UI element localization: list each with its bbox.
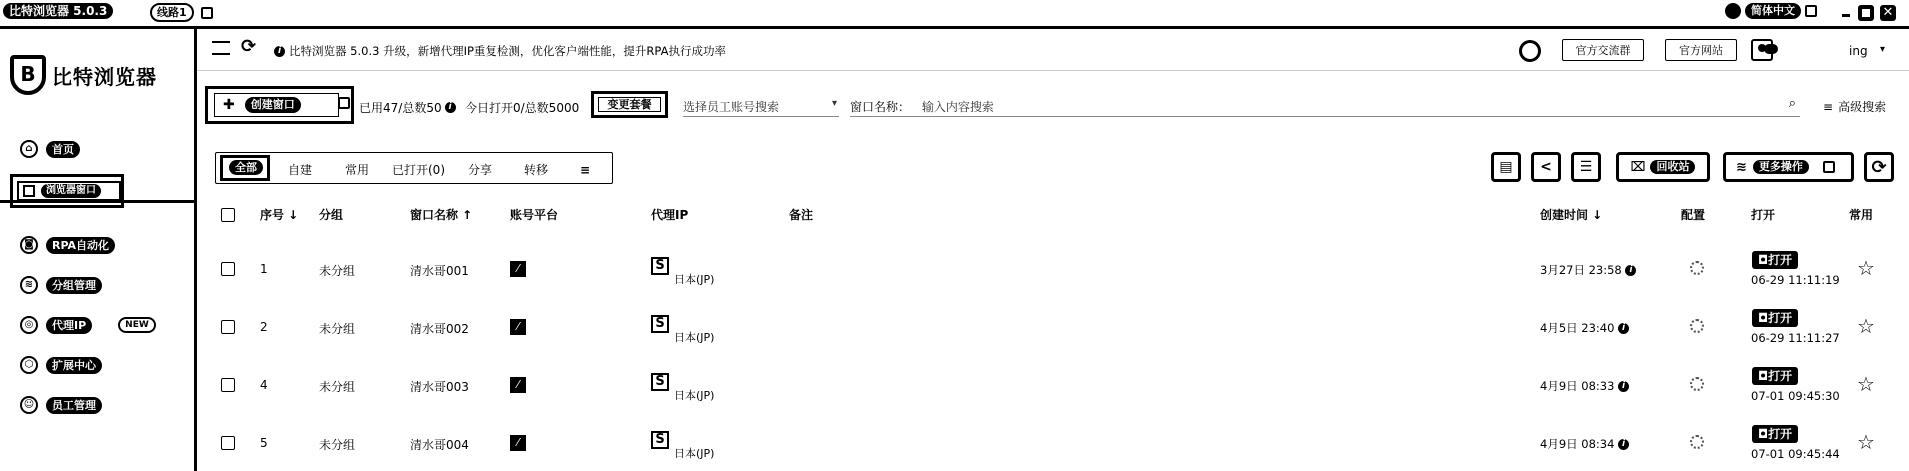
new-badge: NEW (118, 317, 156, 333)
globe-icon (1725, 3, 1741, 19)
tab-common[interactable]: 常用 (345, 163, 370, 177)
support-icon[interactable] (1519, 40, 1541, 62)
search-icon[interactable]: ⌕ (1788, 96, 1796, 111)
window-name-label: 窗口名称： (850, 100, 911, 114)
created-text: 3月27日 23:58 (1540, 263, 1622, 277)
language-selector[interactable] (1725, 3, 1817, 19)
row-group: 未分组 (319, 322, 356, 336)
tab-shared[interactable]: 分享 (468, 163, 493, 177)
row-checkbox[interactable] (221, 378, 235, 392)
row-proxy: 日本(JP) (674, 389, 715, 402)
open-label: 打开 (1768, 253, 1793, 267)
open-button[interactable] (1752, 251, 1798, 269)
proxy-s-icon: S (651, 373, 669, 391)
row-created (1540, 262, 1636, 278)
header-platform: 账号平台 (510, 208, 559, 222)
logo (10, 55, 157, 95)
sidebar-item-proxy[interactable] (20, 310, 156, 340)
open-button[interactable] (1752, 309, 1798, 327)
avatar (1764, 44, 1778, 54)
row-seq: 2 (260, 320, 268, 334)
open-label: 打开 (1768, 369, 1793, 383)
columns-icon[interactable]: ☰ (1571, 152, 1601, 182)
refresh-icon[interactable]: ⟳ (241, 36, 257, 57)
line-label: 线路1 (150, 3, 194, 22)
created-info-icon[interactable]: i (1618, 323, 1629, 334)
sidebar-item-label: 浏览器窗口 (41, 184, 101, 198)
staff-chevron-down-icon: ▾ (831, 98, 837, 109)
sidebar-item-active-frame (17, 181, 121, 201)
window-icon (23, 185, 35, 197)
tab-all[interactable] (220, 155, 270, 181)
export-icon[interactable]: ▤ (1491, 152, 1521, 182)
star-icon[interactable]: ☆ (1857, 256, 1875, 280)
reload-icon[interactable]: ⟳ (1864, 152, 1894, 182)
tab-transfer[interactable]: 转移 (524, 163, 549, 177)
open-label: 打开 (1768, 427, 1793, 441)
select-all-checkbox[interactable] (221, 208, 235, 222)
logo-text: 比特浏览器 (52, 64, 157, 89)
platform-icon: ⁄ (510, 377, 526, 393)
plus-grid-icon: ✚ (223, 97, 235, 113)
row-created (1540, 436, 1629, 452)
line-dropdown-icon (201, 7, 213, 19)
proxy-s-icon: S (651, 315, 669, 333)
close-icon[interactable]: ✕ (1880, 5, 1896, 21)
created-info-icon[interactable]: i (1625, 265, 1636, 276)
sidebar-item-label: 分组管理 (46, 277, 102, 294)
staff-select-placeholder: 选择员工账号搜索 (683, 100, 780, 114)
user-name[interactable]: ing (1849, 44, 1868, 58)
row-checkbox[interactable] (221, 320, 235, 334)
row-proxy: 日本(JP) (674, 447, 715, 460)
header-name[interactable]: 窗口名称 ↑ (410, 208, 473, 222)
line-selector[interactable] (150, 3, 213, 22)
sidebar-item-label: 扩展中心 (46, 357, 102, 374)
row-group: 未分组 (319, 380, 356, 394)
open-button[interactable] (1752, 425, 1798, 443)
advanced-search-label: 高级搜索 (1838, 100, 1887, 114)
header-seq[interactable]: 序号 ↓ (260, 208, 299, 222)
filter-icon: ≡ (1823, 99, 1834, 114)
row-open-time: 07-01 09:45:44 (1751, 447, 1840, 461)
layers-icon: ≋ (20, 276, 38, 294)
update-notice[interactable] (274, 43, 726, 59)
collapse-menu-icon[interactable] (212, 41, 230, 55)
created-info-icon[interactable]: i (1618, 439, 1629, 450)
config-gear-icon[interactable] (1690, 377, 1704, 391)
platform-icon: ⁄ (510, 435, 526, 451)
sidebar-item-label: 员工管理 (46, 397, 102, 414)
row-name: 清水哥001 (410, 264, 469, 278)
header-proxy: 代理IP (651, 208, 689, 222)
window-name-input[interactable]: 输入内容搜索 (921, 100, 994, 114)
header-config: 配置 (1681, 208, 1706, 222)
app-name: 比特浏览器 5.0.3 (3, 3, 113, 19)
info-icon: i (274, 46, 285, 57)
sidebar-item-label: RPA自动化 (46, 237, 115, 254)
open-button[interactable] (1752, 367, 1798, 385)
trash-icon: ⌧ (1630, 159, 1646, 175)
platform-icon: ⁄ (510, 261, 526, 277)
usage-info (359, 99, 456, 116)
create-window-label: 创建窗口 (245, 97, 301, 113)
tab-self-built[interactable]: 自建 (288, 163, 313, 177)
sidebar-active-line (0, 200, 194, 203)
more-actions-label: 更多操作 (1753, 160, 1809, 174)
user-chevron-down-icon[interactable]: ▾ (1880, 44, 1886, 55)
row-created (1540, 378, 1629, 394)
created-text: 4月9日 08:33 (1540, 379, 1615, 393)
row-name: 清水哥004 (410, 438, 469, 452)
platform-icon: ⁄ (510, 319, 526, 335)
row-seq: 1 (260, 262, 268, 276)
create-window-frame[interactable] (205, 86, 354, 124)
staff-select[interactable] (683, 98, 839, 117)
create-window-button[interactable] (214, 93, 339, 117)
window-name-search[interactable] (850, 98, 1800, 117)
row-proxy: 日本(JP) (674, 273, 715, 286)
website-button[interactable]: 官方网站 (1665, 39, 1737, 61)
config-gear-icon[interactable] (1690, 261, 1704, 275)
row-seq: 4 (260, 378, 268, 392)
row-seq: 5 (260, 436, 268, 450)
people-icon: ☺ (20, 396, 38, 414)
more-dropdown-icon (1823, 161, 1835, 173)
row-group: 未分组 (319, 264, 356, 278)
location-icon: ◎ (20, 316, 38, 334)
created-info-icon[interactable]: i (1618, 381, 1629, 392)
row-proxy: 日本(JP) (674, 331, 715, 344)
row-checkbox[interactable] (221, 262, 235, 276)
topbar-divider (197, 70, 1909, 71)
more-actions-button[interactable] (1723, 152, 1854, 182)
home-icon: ⌂ (20, 140, 38, 158)
minimize-icon[interactable] (1842, 14, 1850, 17)
title-bar (0, 0, 1909, 29)
header-created[interactable]: 创建时间 ↓ (1540, 208, 1603, 222)
proxy-s-icon: S (651, 257, 669, 275)
header-group: 分组 (319, 208, 344, 222)
robot-icon: ◙ (20, 236, 38, 254)
share-icon[interactable]: < (1531, 152, 1561, 182)
advanced-search-button[interactable] (1823, 98, 1886, 115)
header-fav: 常用 (1849, 208, 1874, 222)
sidebar-item-home[interactable] (20, 134, 80, 164)
usage-info-icon[interactable]: i (445, 102, 456, 113)
change-plan-frame[interactable] (591, 91, 668, 118)
language-dropdown-icon (1805, 5, 1817, 17)
tab-all-label: 全部 (229, 160, 263, 175)
change-plan-button[interactable]: 变更套餐 (598, 97, 661, 112)
tab-opened[interactable]: 已打开(0) (392, 163, 445, 177)
created-text: 4月5日 23:40 (1540, 321, 1615, 335)
row-name: 清水哥003 (410, 380, 469, 394)
star-icon[interactable]: ☆ (1857, 430, 1875, 454)
extension-icon: ⬡ (20, 356, 38, 374)
recycle-label: 回收站 (1650, 160, 1695, 174)
row-open-time: 06-29 11:11:27 (1751, 331, 1840, 345)
create-dropdown-icon[interactable] (338, 97, 350, 109)
sort-lines-icon[interactable]: ≡ (580, 163, 591, 177)
created-text: 4月9日 08:34 (1540, 437, 1615, 451)
row-checkbox[interactable] (221, 436, 235, 450)
sidebar-item-rpa[interactable] (20, 230, 115, 260)
header-remark: 备注 (789, 208, 814, 222)
usage-text: 已用47/总数50 (359, 101, 442, 115)
open-play-icon: ◘ (1758, 311, 1769, 325)
star-icon[interactable]: ☆ (1857, 314, 1875, 338)
sidebar-item-staff[interactable] (20, 390, 102, 420)
proxy-s-icon: S (651, 431, 669, 449)
notice-text: 比特浏览器 5.0.3 升级，新增代理IP重复检测，优化客户端性能，提升RPA执行成功率 (289, 44, 726, 58)
sidebar (0, 27, 197, 471)
row-open-time: 07-01 09:45:30 (1751, 389, 1840, 403)
sidebar-item-groups[interactable] (20, 270, 102, 300)
sidebar-item-label: 代理IP (46, 317, 92, 334)
recycle-bin-button[interactable] (1616, 152, 1710, 182)
open-play-icon: ◘ (1758, 253, 1769, 267)
row-group: 未分组 (319, 438, 356, 452)
open-play-icon: ◘ (1758, 369, 1769, 383)
open-play-icon: ◘ (1758, 427, 1769, 441)
sidebar-item-extensions[interactable] (20, 350, 102, 380)
row-open-time: 06-29 11:11:19 (1751, 273, 1840, 287)
open-label: 打开 (1768, 311, 1793, 325)
star-icon[interactable]: ☆ (1857, 372, 1875, 396)
today-open-text: 今日打开0/总数5000 (465, 101, 580, 115)
community-button[interactable]: 官方交流群 (1562, 39, 1644, 61)
language-label: 简体中文 (1745, 3, 1801, 19)
config-gear-icon[interactable] (1690, 319, 1704, 333)
row-created (1540, 320, 1629, 336)
shield-logo-icon: B (10, 55, 46, 95)
app-title (3, 3, 113, 19)
stack-icon: ≋ (1736, 159, 1747, 175)
sidebar-item-label: 首页 (46, 141, 80, 158)
config-gear-icon[interactable] (1690, 435, 1704, 449)
row-name: 清水哥002 (410, 322, 469, 336)
header-open: 打开 (1751, 208, 1776, 222)
maximize-icon[interactable] (1858, 5, 1874, 21)
